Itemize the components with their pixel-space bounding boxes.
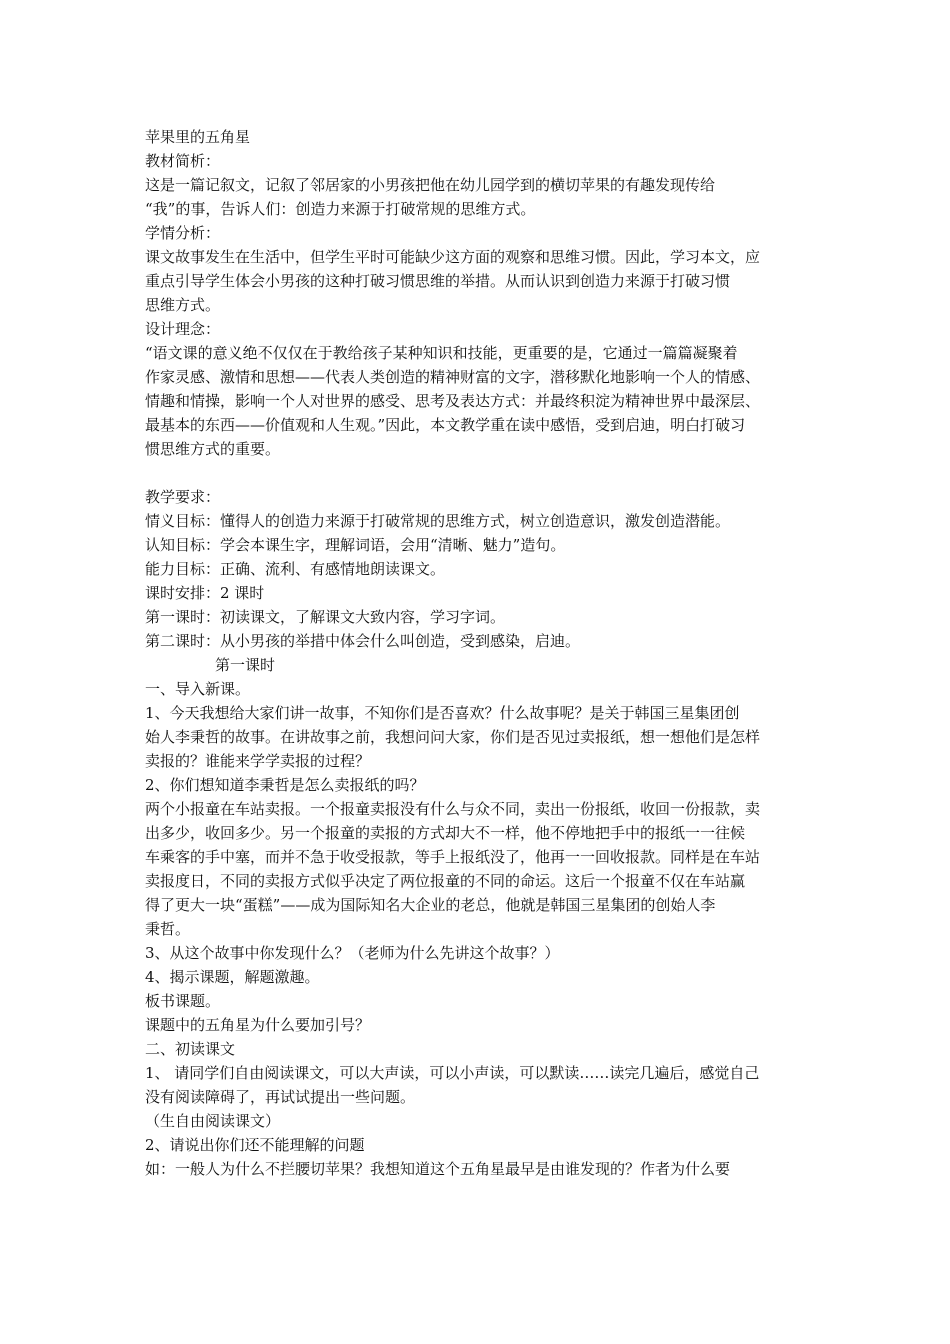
paragraph-line: 惯思维方式的重要。 (145, 440, 281, 458)
paragraph-line: 始人李秉哲的故事。在讲故事之前，我想问问大家，你们是否见过卖报纸，想一想他们是怎样 (145, 728, 761, 746)
document-body (145, 125, 815, 1181)
paragraph-line: “语文课的意义绝不仅仅在于教给孩子某种知识和技能，更重要的是，它通过一篇篇凝聚着 (145, 344, 738, 362)
section-heading: 教学要求： (145, 488, 221, 506)
paragraph-line: 重点引导学生体会小男孩的这种打破习惯思维的举措。从而认识到创造力来源于打破习惯 (145, 272, 731, 290)
paragraph-line: 作家灵感、激情和思想——代表人类创造的精神财富的文字，潜移默化地影响一个人的情感、 (145, 368, 761, 386)
paragraph-line: 第二课时：从小男孩的举措中体会什么叫创造，受到感染，启迪。 (145, 632, 581, 650)
paragraph-line: 情义目标：懂得人的创造力来源于打破常规的思维方式，树立创造意识，激发创造潜能。 (145, 512, 731, 530)
paragraph-line: 这是一篇记叙文，记叙了邻居家的小男孩把他在幼儿园学到的横切苹果的有趣发现传给 (145, 176, 716, 194)
paragraph-line: （生自由阅读课文） (145, 1112, 281, 1130)
paragraph-line: 没有阅读障碍了，再试试提出一些问题。 (145, 1088, 416, 1106)
section-heading: 学情分析： (145, 224, 221, 242)
paragraph-line: 认知目标：学会本课生字，理解词语，会用“清晰、魅力”造句。 (145, 536, 566, 554)
paragraph-line: 课时安排：2 课时 (145, 584, 265, 602)
paragraph-line: 课文故事发生在生活中，但学生平时可能缺少这方面的观察和思维习惯。因此，学习本文，应 (145, 248, 761, 266)
paragraph-line: 最基本的东西——价值观和人生观。”因此，本文教学重在读中感悟，受到启迪，明白打破习 (145, 416, 746, 434)
paragraph-line: 4、揭示课题，解题激趣。 (145, 968, 320, 986)
paragraph-line: 板书课题。 (145, 992, 221, 1010)
paragraph-line: 2、你们想知道李秉哲是怎么卖报纸的吗？ (145, 776, 425, 794)
paragraph-line: 卖报的？谁能来学学卖报的过程？ (145, 752, 371, 770)
section-heading: 二、初读课文 (145, 1040, 236, 1058)
paragraph-line: 情趣和情操，影响一个人对世界的感受、思考及表达方式：并最终积淀为精神世界中最深层、 (145, 392, 761, 410)
paragraph-line: 出多少，收回多少。另一个报童的卖报的方式却大不一样，他不停地把手中的报纸一一往候 (145, 824, 746, 842)
section-heading: 教材简析： (145, 152, 221, 170)
paragraph-line: 卖报度日，不同的卖报方式似乎决定了两位报童的不同的命运。这后一个报童不仅在车站赢 (145, 872, 746, 890)
paragraph-line: 得了更大一块“蛋糕”——成为国际知名大企业的老总，他就是韩国三星集团的创始人李 (145, 896, 716, 914)
section-heading: 设计理念： (145, 320, 221, 338)
paragraph-line: 两个小报童在车站卖报。一个报童卖报没有什么与众不同，卖出一份报纸，收回一份报款，卖 (145, 800, 761, 818)
paragraph-line: “我”的事，告诉人们：创造力来源于打破常规的思维方式。 (145, 200, 536, 218)
blank-line (145, 461, 815, 485)
paragraph-line: 第一课时：初读课文，了解课文大致内容，学习字词。 (145, 608, 506, 626)
section-heading: 一、导入新课。 (145, 680, 251, 698)
paragraph-line: 3、从这个故事中你发现什么？（老师为什么先讲这个故事？） (145, 944, 560, 962)
paragraph-line: 2、请说出你们还不能理解的问题 (145, 1136, 365, 1154)
paragraph-line: 车乘客的手中塞，而并不急于收受报款，等手上报纸没了，他再一一回收报款。同样是在车站 (145, 848, 761, 866)
paragraph-line: 1、今天我想给大家们讲一故事，不知你们是否喜欢？什么故事呢？是关于韩国三星集团创 (145, 704, 740, 722)
paragraph-line: 思维方式。 (145, 296, 221, 314)
paragraph-line: 如：一般人为什么不拦腰切苹果？我想知道这个五角星最早是由谁发现的？作者为什么要 (145, 1160, 731, 1178)
lesson-heading: 第一课时 (215, 656, 276, 674)
paragraph-line: 秉哲。 (145, 920, 191, 938)
paragraph-line: 能力目标：正确、流利、有感情地朗读课文。 (145, 560, 446, 578)
paragraph-line: 课题中的五角星为什么要加引号？ (145, 1016, 371, 1034)
paragraph-line: 1、 请同学们自由阅读课文，可以大声读，可以小声读，可以默读……读完几遍后，感觉自己 (145, 1064, 760, 1082)
document-title: 苹果里的五角星 (145, 128, 251, 146)
